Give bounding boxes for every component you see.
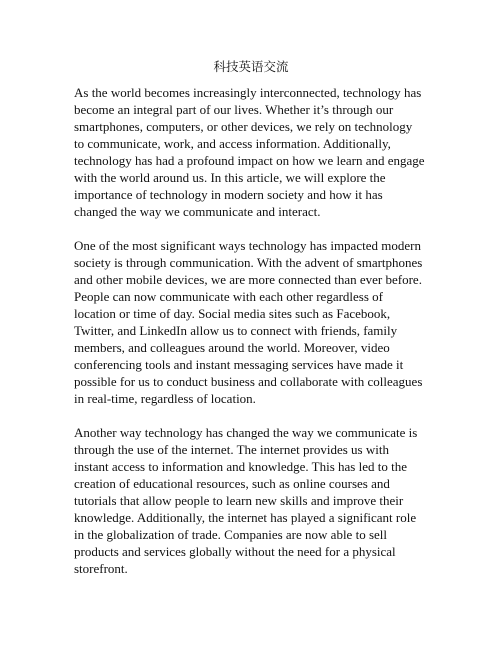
paragraph-1	[74, 84, 436, 220]
text-line: knowledge. Additionally, the internet has played a significant role	[74, 510, 417, 525]
text-line: in real-time, regardless of location.	[74, 391, 256, 406]
text-line: technology has had a profound impact on how we learn and engage	[74, 153, 425, 168]
text-line: Twitter, and LinkedIn allow us to connect with friends, family	[74, 323, 398, 338]
text-line: Another way technology has changed the way we communicate is	[74, 425, 418, 440]
text-line: society is through communication. With the advent of smartphones	[74, 255, 423, 270]
paragraph-2	[74, 237, 436, 407]
text-line: in the globalization of trade. Companies are now able to sell	[74, 527, 387, 542]
text-line: with the world around us. In this article, we will explore the	[74, 170, 386, 185]
text-line: smartphones, computers, or other devices, we rely on technology	[74, 119, 413, 134]
text-line: creation of educational resources, such as online courses and	[74, 476, 390, 491]
text-line: People can now communicate with each other regardless of	[74, 289, 383, 304]
text-line: become an integral part of our lives. Whether it’s through our	[74, 102, 394, 117]
document-title: 科技英语交流	[213, 59, 289, 74]
text-line: possible for us to conduct business and collaborate with colleagues	[74, 374, 423, 389]
text-line: instant access to information and knowledge. This has led to the	[74, 459, 407, 474]
text-line: through the use of the internet. The internet provides us with	[74, 442, 389, 457]
text-line: products and services globally without the need for a physical	[74, 544, 396, 559]
text-line: changed the way we communicate and interact.	[74, 204, 321, 219]
text-line: storefront.	[74, 561, 128, 576]
text-line: tutorials that allow people to learn new skills and improve their	[74, 493, 404, 508]
text-line: and other mobile devices, we are more connected than ever before.	[74, 272, 422, 287]
text-line: location or time of day. Social media sites such as Facebook,	[74, 306, 391, 321]
paragraph-3	[74, 424, 436, 577]
text-line: importance of technology in modern society and how it has	[74, 187, 383, 202]
text-line: members, and colleagues around the world. Moreover, video	[74, 340, 390, 355]
text-line: One of the most significant ways technology has impacted modern	[74, 238, 421, 253]
text-line: As the world becomes increasingly interconnected, technology has	[74, 85, 422, 100]
text-line: conferencing tools and instant messaging services have made it	[74, 357, 404, 372]
document-body	[74, 84, 436, 594]
text-line: to communicate, work, and access information. Additionally,	[74, 136, 391, 151]
